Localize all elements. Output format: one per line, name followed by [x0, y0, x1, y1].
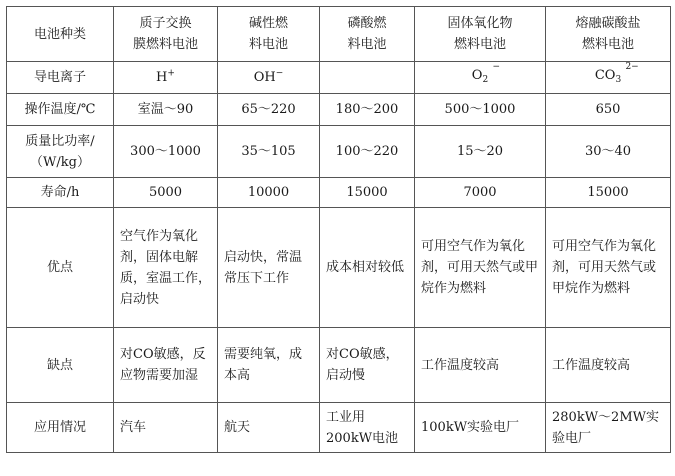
- life-pemfc: 5000: [114, 178, 218, 208]
- disadvantages-row: [7, 328, 671, 403]
- disadvantages-afc: 需要纯氧，成本高: [218, 328, 320, 403]
- life-pafc: 15000: [320, 178, 415, 208]
- application-afc: 航天: [218, 403, 320, 453]
- life-row-label: 寿命/h: [7, 178, 114, 208]
- disadvantages-mcfc: 工作温度较高: [546, 328, 671, 403]
- application-mcfc: 280kW～2MW实验电厂: [546, 403, 671, 453]
- advantages-row-label: 优点: [7, 208, 114, 328]
- power-sofc: 15～20: [415, 126, 546, 178]
- disadvantages-pemfc: 对CO敏感，反应物需要加湿: [114, 328, 218, 403]
- life-mcfc: 15000: [546, 178, 671, 208]
- temperature-row: [7, 94, 671, 126]
- header-pafc: 磷酸燃 料电池: [320, 7, 415, 62]
- ion-sofc: $O_2$ −: [415, 62, 546, 94]
- temperature-mcfc: 650: [546, 94, 671, 126]
- header-mcfc: 熔融碳酸盐 燃料电池: [546, 7, 671, 62]
- ion-row-label: 导电离子: [7, 62, 114, 94]
- power-pafc: 100～220: [320, 126, 415, 178]
- header-row-label: 电池种类: [7, 7, 114, 62]
- temperature-sofc: 500～1000: [415, 94, 546, 126]
- temperature-pemfc: 室温～90: [114, 94, 218, 126]
- header-sofc: 固体氧化物 燃料电池: [415, 7, 546, 62]
- temperature-pafc: 180～200: [320, 94, 415, 126]
- disadvantages-pafc: 对CO敏感，启动慢: [320, 328, 415, 403]
- advantages-mcfc: 可用空气作为氧化剂，可用天然气或甲烷作为燃料: [546, 208, 671, 328]
- disadvantages-sofc: 工作温度较高: [415, 328, 546, 403]
- advantages-row: [7, 208, 671, 328]
- ion-mcfc: $CO_3$ 2−: [546, 62, 671, 94]
- temperature-row-label: 操作温度/℃: [7, 94, 114, 126]
- header-pemfc: 质子交换 膜燃料电池: [114, 7, 218, 62]
- application-pafc: 工业用200kW电池: [320, 403, 415, 453]
- disadvantages-row-label: 缺点: [7, 328, 114, 403]
- header-afc: 碱性燃 料电池: [218, 7, 320, 62]
- fuel-cell-comparison-table: [6, 6, 671, 453]
- ion-row: [7, 62, 671, 94]
- advantages-pemfc: 空气作为氧化剂，固体电解质，室温工作，启动快: [114, 208, 218, 328]
- life-sofc: 7000: [415, 178, 546, 208]
- ion-pafc: [320, 62, 415, 94]
- advantages-sofc: 可用空气作为氧化剂，可用天然气或甲烷作为燃料: [415, 208, 546, 328]
- life-afc: 10000: [218, 178, 320, 208]
- power-row-label: 质量比功率/ （W/kg）: [7, 126, 114, 178]
- application-pemfc: 汽车: [114, 403, 218, 453]
- advantages-pafc: 成本相对较低: [320, 208, 415, 328]
- ion-pemfc: H+: [114, 62, 218, 94]
- header-row: [7, 7, 671, 62]
- application-row-label: 应用情况: [7, 403, 114, 453]
- advantages-afc: 启动快，常温常压下工作: [218, 208, 320, 328]
- power-pemfc: 300～1000: [114, 126, 218, 178]
- application-row: [7, 403, 671, 453]
- temperature-afc: 65～220: [218, 94, 320, 126]
- application-sofc: 100kW实验电厂: [415, 403, 546, 453]
- power-mcfc: 30～40: [546, 126, 671, 178]
- life-row: [7, 178, 671, 208]
- power-row: [7, 126, 671, 178]
- power-afc: 35～105: [218, 126, 320, 178]
- ion-afc: OH−: [218, 62, 320, 94]
